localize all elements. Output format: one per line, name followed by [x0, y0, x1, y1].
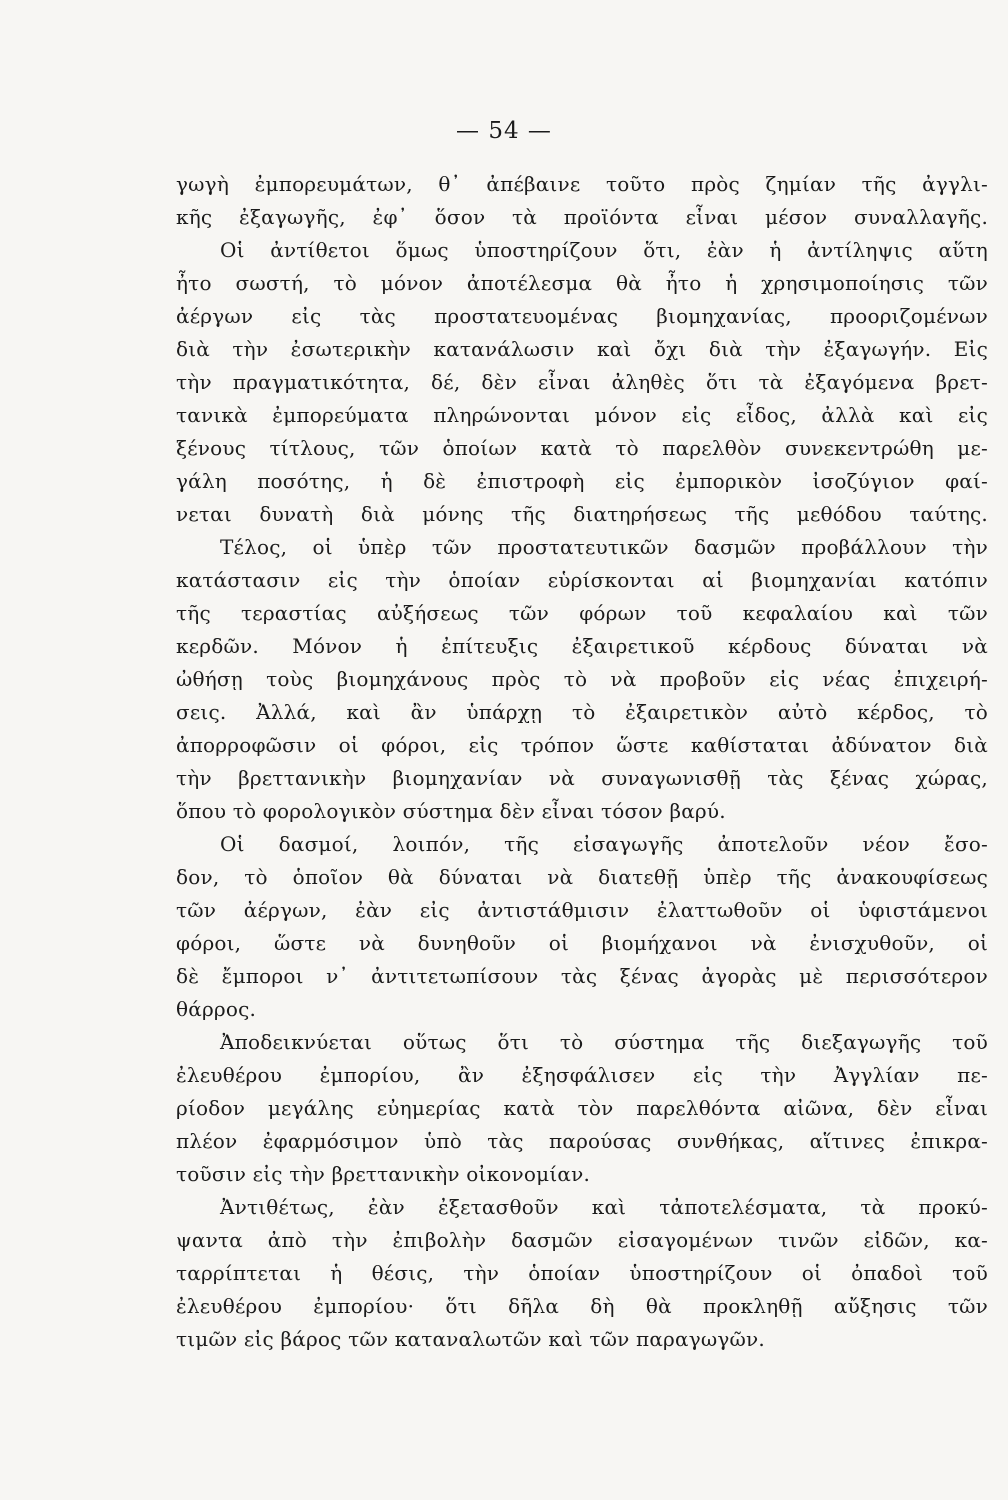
text-line: διὰ τὴν ἐσωτερικὴν κατανάλωσιν καὶ ὄχι διὰ τὴν ἐξαγωγήν. Εἰς	[176, 337, 988, 361]
text-line: Οἱ δασμοί, λοιπόν, τῆς εἰσαγωγῆς ἀποτελοῦν νέον ἔσο-	[220, 832, 988, 856]
text-line: γωγὴ ἐμπορευμάτων, θ᾽ ἀπέβαινε τοῦτο πρὸς ζημίαν τῆς ἀγγλι-	[176, 172, 988, 196]
text-line: Ἀντιθέτως, ἐὰν ἐξετασθοῦν καὶ τἀποτελέσματα, τὰ προκύ-	[220, 1195, 988, 1219]
text-line: πλέον ἐφαρμόσιμον ὑπὸ τὰς παρούσας συνθήκας, αἵτινες ἐπικρα-	[176, 1129, 988, 1153]
text-line: Ἀποδεικνύεται οὕτως ὅτι τὸ σύστημα τῆς διεξαγωγῆς τοῦ	[220, 1030, 988, 1054]
text-line: τῆς τεραστίας αὐξήσεως τῶν φόρων τοῦ κεφαλαίου καὶ τῶν	[176, 601, 988, 625]
text-line: θάρρος.	[176, 997, 257, 1021]
text-line: ξένους τίτλους, τῶν ὁποίων κατὰ τὸ παρελθὸν συνεκεντρώθη με-	[176, 436, 988, 460]
text-line: σεις. Ἀλλά, καὶ ἂν ὑπάρχῃ τὸ ἐξαιρετικὸν αὐτὸ κέρδος, τὸ	[176, 700, 988, 724]
text-line: ρίοδον μεγάλης εὐημερίας κατὰ τὸν παρελθόντα αἰῶνα, δὲν εἶναι	[176, 1096, 988, 1120]
text-line: φόροι, ὥστε νὰ δυνηθοῦν οἱ βιομήχανοι νὰ ἐνισχυθοῦν, οἱ	[176, 931, 988, 955]
text-line: Οἱ ἀντίθετοι ὅμως ὑποστηρίζουν ὅτι, ἐὰν ἡ ἀντίληψις αὕτη	[220, 238, 988, 262]
text-line: ὠθήσῃ τοὺς βιομηχάνους πρὸς τὸ νὰ προβοῦν εἰς νέας ἐπιχειρή-	[176, 667, 988, 691]
text-line: ὅπου τὸ φορολογικὸν σύστημα δὲν εἶναι τόσον βαρύ.	[176, 799, 726, 823]
text-line: τὴν βρεττανικὴν βιομηχανίαν νὰ συναγωνισθῇ τὰς ξένας χώρας,	[176, 766, 988, 790]
text-line: νεται δυνατὴ διὰ μόνης τῆς διατηρήσεως τῆς μεθόδου ταύτης.	[176, 502, 988, 526]
text-line: τιμῶν εἰς βάρος τῶν καταναλωτῶν καὶ τῶν παραγωγῶν.	[176, 1327, 765, 1351]
text-line: κῆς ἐξαγωγῆς, ἐφ᾽ ὅσον τὰ προϊόντα εἶναι μέσον συναλλαγῆς.	[176, 205, 988, 229]
text-line: ταρρίπτεται ἡ θέσις, τὴν ὁποίαν ὑποστηρίζουν οἱ ὀπαδοὶ τοῦ	[176, 1261, 988, 1285]
text-line: ἀέργων εἰς τὰς προστατευομένας βιομηχανίας, προοριζομένων	[176, 304, 988, 328]
text-line: τοῦσιν εἰς τὴν βρεττανικὴν οἰκονομίαν.	[176, 1162, 590, 1186]
text-line: γάλη ποσότης, ἡ δὲ ἐπιστροφὴ εἰς ἐμπορικὸν ἰσοζύγιον φαί-	[176, 469, 988, 493]
text-line: τῶν ἀέργων, ἐὰν εἰς ἀντιστάθμισιν ἐλαττωθοῦν οἱ ὑφιστάμενοι	[176, 898, 988, 922]
text-line: ἐλευθέρου ἐμπορίου, ἂν ἐξησφάλισεν εἰς τὴν Ἀγγλίαν πε-	[176, 1063, 988, 1087]
text-line: ἦτο σωστή, τὸ μόνον ἀποτέλεσμα θὰ ἦτο ἡ χρησιμοποίησις τῶν	[176, 271, 988, 295]
text-line: δον, τὸ ὁποῖον θὰ δύναται νὰ διατεθῇ ὑπὲρ τῆς ἀνακουφίσεως	[176, 865, 988, 889]
text-line: τὴν πραγματικότητα, δέ, δὲν εἶναι ἀληθὲς ὅτι τὰ ἐξαγόμενα βρετ-	[176, 370, 988, 394]
body-text	[176, 168, 988, 1356]
text-line: Τέλος, οἱ ὑπὲρ τῶν προστατευτικῶν δασμῶν προβάλλουν τὴν	[220, 535, 988, 559]
text-line: δὲ ἔμποροι ν᾽ ἀντιτετωπίσουν τὰς ξένας ἀγορὰς μὲ περισσότερον	[176, 964, 988, 988]
text-line: ψαντα ἀπὸ τὴν ἐπιβολὴν δασμῶν εἰσαγομένων τινῶν εἰδῶν, κα-	[176, 1228, 988, 1252]
text-line: κατάστασιν εἰς τὴν ὁποίαν εὑρίσκονται αἱ βιομηχανίαι κατόπιν	[176, 568, 988, 592]
text-line: ἀπορροφῶσιν οἱ φόροι, εἰς τρόπον ὥστε καθίσταται ἀδύνατον διὰ	[176, 733, 988, 757]
text-line: κερδῶν. Μόνον ἡ ἐπίτευξις ἐξαιρετικοῦ κέρδους δύναται νὰ	[176, 634, 988, 658]
text-line: ἐλευθέρου ἐμπορίου· ὅτι δῆλα δὴ θὰ προκληθῇ αὔξησις τῶν	[176, 1294, 988, 1318]
text-line: τανικὰ ἐμπορεύματα πληρώνονται μόνον εἰς εἶδος, ἀλλὰ καὶ εἰς	[176, 403, 988, 427]
page-number: — 54 —	[456, 118, 552, 144]
